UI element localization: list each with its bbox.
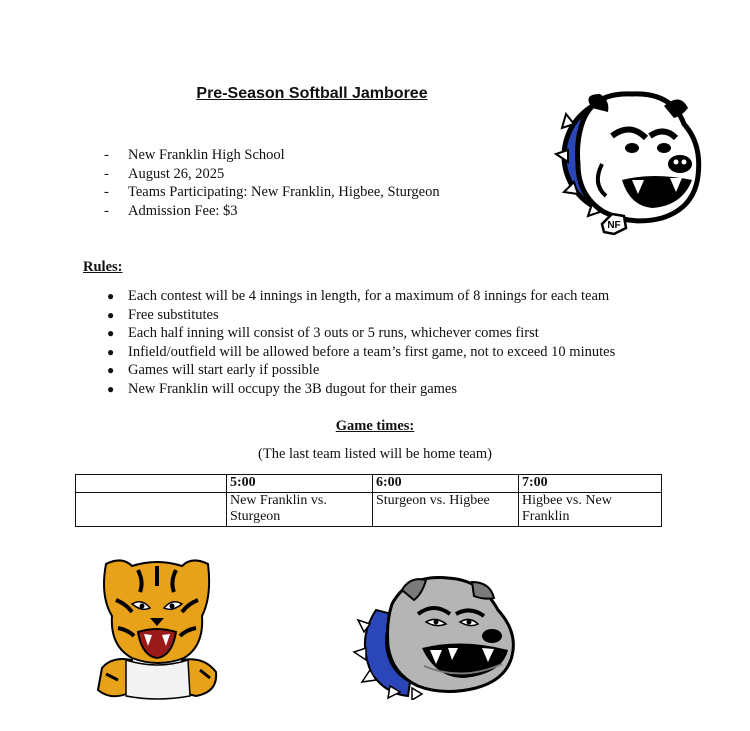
detail-admission: Admission Fee: $3 (128, 202, 238, 219)
rule-text: Each contest will be 4 innings in length, for a maximum of 8 innings for each team (128, 288, 610, 304)
time-slot: 7:00 (519, 475, 662, 493)
dash-marker: - (104, 202, 109, 219)
dash-marker: - (104, 184, 109, 200)
bullet-marker: ● (107, 307, 115, 322)
detail-teams: Teams Participating: New Franklin, Higbee, Sturgeon (128, 184, 440, 200)
bullet-marker: ● (107, 344, 115, 359)
bullet-marker: ● (107, 326, 115, 341)
list-item (107, 380, 615, 399)
rules-list (107, 287, 615, 399)
list-item (107, 287, 615, 306)
bullet-marker: ● (107, 381, 115, 396)
event-details-list (104, 146, 440, 220)
detail-school: New Franklin High School (128, 147, 285, 163)
game-times-heading: Game times: (335, 418, 415, 434)
list-item (104, 202, 440, 221)
table-cell-empty (76, 475, 227, 493)
home-team-note: (The last team listed will be home team) (258, 446, 492, 462)
list-item (107, 324, 615, 343)
rule-text: Games will start early if possible (128, 362, 320, 379)
dash-marker: - (104, 165, 109, 182)
detail-date: August 26, 2025 (128, 165, 225, 182)
time-slot: 5:00 (227, 475, 373, 493)
list-item (107, 343, 615, 362)
list-item (107, 306, 615, 325)
matchup-cell: Sturgeon vs. Higbee (373, 493, 519, 527)
bullet-marker: ● (107, 289, 115, 303)
gray-bulldog-logo (352, 570, 520, 700)
matchup-cell: New Franklin vs. Sturgeon (227, 493, 373, 527)
table-header-row (76, 475, 662, 493)
page-title: Pre-Season Softball Jamboree (196, 85, 428, 102)
bullet-marker: ● (107, 363, 115, 378)
rule-text: Infield/outfield will be allowed before a team’s first game, not to exceed 10 minutes (128, 343, 616, 360)
list-item (104, 146, 440, 165)
nf-monogram: NF (607, 220, 621, 231)
matchup-cell: Higbee vs. New Franklin (519, 493, 662, 527)
rules-heading: Rules: (83, 259, 123, 275)
new-franklin-bulldog-logo (552, 84, 712, 240)
rule-text: Free substitutes (128, 306, 219, 323)
game-schedule-table (75, 474, 662, 527)
table-row (76, 493, 662, 527)
rule-text: New Franklin will occupy the 3B dugout for their games (128, 380, 458, 397)
list-item (104, 183, 440, 202)
time-slot: 6:00 (373, 475, 519, 493)
list-item (107, 361, 615, 380)
table-cell-empty (76, 493, 227, 527)
rule-text: Each half inning will consist of 3 outs or 5 runs, whichever comes first (128, 325, 539, 342)
tiger-logo (92, 556, 222, 704)
dash-marker: - (104, 147, 109, 163)
list-item (104, 165, 440, 184)
